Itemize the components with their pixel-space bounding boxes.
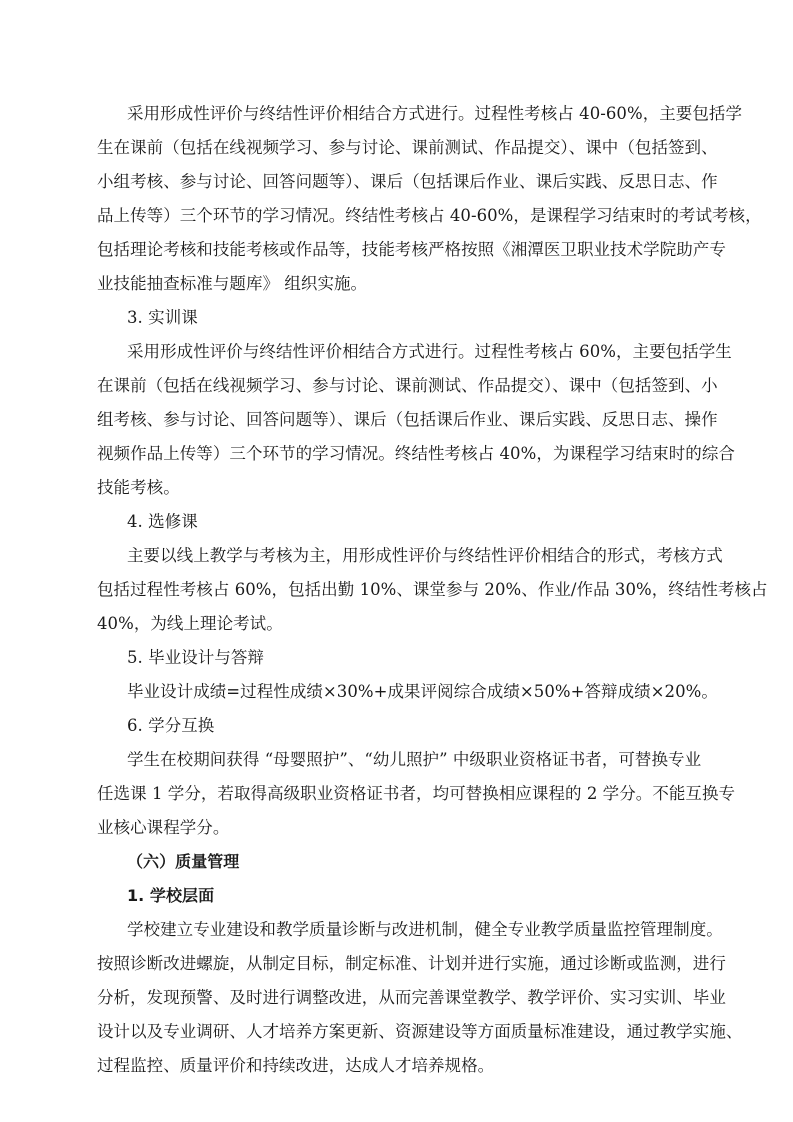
paragraph-line: 在课前（包括在线视频学习、参与讨论、课前测试、作品提交）、课中（包括签到、小	[97, 376, 718, 395]
paragraph-line: 设计以及专业调研、人才培养方案更新、资源建设等方面质量标准建设，通过教学实施、	[97, 1022, 743, 1041]
paragraph-line: 学生在校期间获得 “母婴照护”、“幼儿照护” 中级职业资格证书者，可替换专业	[127, 750, 702, 769]
paragraph-line: 40%，为线上理论考试。	[97, 614, 283, 633]
paragraph-line: 采用形成性评价与终结性评价相结合方式进行。过程性考核占 40-60%，主要包括学	[127, 104, 742, 123]
section-title: （六）质量管理	[127, 852, 240, 871]
paragraph-line: 品上传等）三个环节的学习情况。终结性考核占 40-60%，是课程学习结束时的考试考核，	[97, 206, 762, 225]
paragraph-line: 包括过程性考核占 60%，包括出勤 10%、课堂参与 20%、作业/作品 30%，终结性考核占	[97, 580, 768, 599]
paragraph-line: 主要以线上教学与考核为主，用形成性评价与终结性评价相结合的形式，考核方式	[127, 546, 723, 565]
paragraph-line: 学校建立专业建设和教学质量诊断与改进机制，健全专业教学质量监控管理制度。	[127, 920, 723, 939]
section-heading: 5. 毕业设计与答辩	[127, 648, 264, 667]
paragraph-line: 过程监控、质量评价和持续改进，达成人才培养规格。	[97, 1056, 495, 1075]
paragraph-line: 业技能抽查标准与题库》 组织实施。	[97, 274, 368, 293]
paragraph-line: 包括理论考核和技能考核或作品等，技能考核严格按照《湘潭医卫职业技术学院助产专	[97, 240, 726, 259]
subsection-title: 1. 学校层面	[127, 886, 215, 905]
paragraph-line: 组考核、参与讨论、回答问题等）、课后（包括课后作业、课后实践、反思日志、操作	[97, 410, 718, 429]
paragraph-line: 任选课 1 学分，若取得高级职业资格证书者，均可替换相应课程的 2 学分。不能互换专	[97, 784, 736, 803]
paragraph-line: 生在课前（包括在线视频学习、参与讨论、课前测试、作品提交）、课中（包括签到、	[97, 138, 718, 157]
paragraph-line: 视频作品上传等）三个环节的学习情况。终结性考核占 40%，为课程学习结束时的综合	[97, 444, 735, 463]
section-heading: 6. 学分互换	[127, 716, 215, 735]
paragraph-line: 采用形成性评价与终结性评价相结合方式进行。过程性考核占 60%，主要包括学生	[127, 342, 732, 361]
section-heading: 4. 选修课	[127, 512, 198, 531]
paragraph-line: 小组考核、参与讨论、回答问题等）、课后（包括课后作业、课后实践、反思日志、作	[97, 172, 718, 191]
paragraph-line: 业核心课程学分。	[97, 818, 230, 837]
paragraph-line: 毕业设计成绩=过程性成绩×30%+成果评阅综合成绩×50%+答辩成绩×20%。	[127, 682, 718, 701]
paragraph-line: 按照诊断改进螺旋，从制定目标，制定标准、计划并进行实施，通过诊断或监测，进行	[97, 954, 726, 973]
paragraph-line: 技能考核。	[97, 478, 180, 497]
paragraph-line: 分析，发现预警、及时进行调整改进，从而完善课堂教学、教学评价、实习实训、毕业	[97, 988, 726, 1007]
section-heading: 3. 实训课	[127, 308, 198, 327]
